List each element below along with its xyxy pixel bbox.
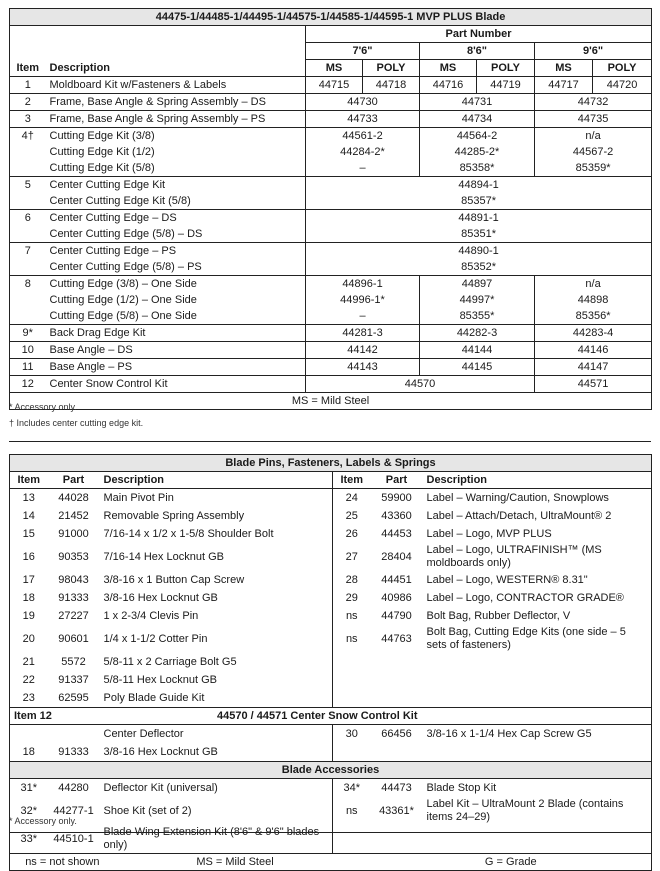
item-number: 21 (22, 656, 35, 668)
item-description: Base Angle – PS (46, 359, 306, 376)
item-number (10, 725, 48, 744)
item-description: Center Cutting Edge Kit (5/8) (49, 195, 191, 207)
item-number (10, 144, 46, 160)
part-number: 44717 (535, 77, 593, 94)
item-description: Shoe Kit (set of 2) (103, 804, 192, 817)
table-row (10, 276, 652, 293)
item-description: Back Drag Edge Kit (46, 325, 306, 342)
part-number: 44997* (420, 292, 535, 308)
item-description: Cutting Edge (3/8) – One Side (46, 276, 306, 293)
part-number: 44280 (58, 782, 89, 794)
pins-fasteners-table (9, 454, 652, 871)
table-row (10, 160, 652, 177)
item-description: Label Kit – UltraMount 2 Blade (contains items 24–29) (426, 798, 624, 823)
item-description: Center Cutting Edge (5/8) – PS (49, 261, 202, 273)
item-description: Label – Logo, WESTERN® 8.31" (426, 573, 588, 586)
part-number: 44734 (420, 111, 535, 128)
part-number: 44733 (306, 111, 420, 128)
table-row (10, 543, 652, 571)
part-number: 85359* (535, 160, 652, 177)
ms-header: MS (535, 60, 593, 77)
part-number: 44896-1 (306, 276, 420, 293)
part-number: 44473 (381, 782, 412, 794)
item-description: Center Cutting Edge Kit (46, 177, 306, 194)
item-description: Center Deflector (103, 727, 184, 740)
item-number: 20 (22, 633, 35, 645)
item-number: 16 (22, 551, 35, 563)
part-number: 44567-2 (535, 144, 652, 160)
item-column-header: Item (10, 472, 48, 489)
part-number: 43360 (381, 510, 412, 522)
part-number (48, 725, 100, 744)
part-number: 85356* (535, 308, 652, 325)
size-header-9-6: 9'6" (535, 43, 652, 60)
item-description: Label – Attach/Detach, UltraMount® 2 (426, 509, 612, 522)
item-description (423, 743, 652, 762)
part-number: 44281-3 (306, 325, 420, 342)
table-row (10, 489, 652, 508)
includes-note: † Includes center cutting edge kit. (9, 418, 144, 428)
part-number: 90601 (58, 633, 89, 645)
item-description (423, 653, 652, 671)
table-row (10, 653, 652, 671)
item-description: Blade Wing Extension Kit (8'6" & 9'6" blades only) (103, 826, 320, 851)
part-number: 85357* (306, 193, 652, 210)
part-number: 21452 (58, 510, 89, 522)
part-number: 44453 (381, 528, 412, 540)
table-row (10, 226, 652, 243)
part-number: 44731 (420, 94, 535, 111)
item-number: 9* (10, 325, 46, 342)
part-number: 66456 (381, 728, 412, 740)
item-number: ns (333, 625, 371, 653)
table-row (10, 259, 652, 276)
item-description: Bolt Bag, Cutting Edge Kits (one side – 5 sets of fasteners) (426, 626, 626, 651)
item-number: 28 (333, 571, 371, 589)
legend-not-shown: ns = not shown (10, 854, 100, 871)
item-number: 6 (10, 210, 46, 227)
part-number: 44996-1* (306, 292, 420, 308)
part-number: 44142 (306, 342, 420, 359)
item-number: 10 (10, 342, 46, 359)
table-row (10, 689, 652, 708)
item-column-header: Item (16, 61, 40, 74)
part-number (371, 689, 423, 708)
part-number: 44028 (58, 492, 89, 504)
part-number: 85352* (306, 259, 652, 276)
part-number: 44718 (363, 77, 420, 94)
item-description (423, 825, 652, 854)
part-number: 91333 (58, 592, 89, 604)
table-row (10, 193, 652, 210)
part-number: 44790 (381, 610, 412, 622)
item-number: 19 (22, 610, 35, 622)
item-number: 32* (20, 805, 38, 817)
item-number: ns (333, 797, 371, 825)
table-row (10, 625, 652, 653)
part-number: 44284-2* (306, 144, 420, 160)
item-number (10, 193, 46, 210)
item-description: Cutting Edge Kit (1/2) (49, 146, 155, 158)
item-description: 3/8-16 Hex Locknut GB (103, 591, 218, 604)
table-row (10, 94, 652, 111)
item-description: Moldboard Kit w/Fasteners & Labels (46, 77, 306, 94)
part-number: 91337 (58, 674, 89, 686)
part-number: 44897 (420, 276, 535, 293)
part-number: 44894-1 (306, 177, 652, 194)
table-row (10, 779, 652, 798)
part-number: n/a (535, 276, 652, 293)
accessory-note: * Accessory only. (9, 402, 77, 412)
item-column-header: Item (333, 472, 371, 489)
part-number: 44898 (535, 292, 652, 308)
part-number: 44144 (420, 342, 535, 359)
table-row (10, 243, 652, 260)
item-number: 22 (22, 674, 35, 686)
item-description: 7/16-14 Hex Locknut GB (103, 550, 224, 563)
table-row (10, 725, 652, 744)
legend-mild-steel: MS = Mild Steel (10, 393, 652, 410)
part-number: 91000 (58, 528, 89, 540)
item-description: Cutting Edge (5/8) – One Side (49, 310, 197, 322)
item-number: 14 (22, 510, 35, 522)
item-description: 3/8-16 x 1 Button Cap Screw (103, 573, 245, 586)
item-description: Label – Warning/Caution, Snowplows (426, 491, 609, 504)
item-number: ns (333, 607, 371, 625)
item-number: 23 (22, 692, 35, 704)
section-title: Blade Pins, Fasteners, Labels & Springs (10, 455, 652, 472)
description-column-header: Description (423, 472, 652, 489)
item-number: 2 (10, 94, 46, 111)
table-row (10, 111, 652, 128)
part-number (371, 825, 423, 854)
item-number: 34* (333, 779, 371, 798)
table-row (10, 292, 652, 308)
item-number: 1 (10, 77, 46, 94)
item-number (10, 226, 46, 243)
part-number: 44277-1 (53, 805, 94, 817)
item-description: Cutting Edge Kit (3/8) (46, 128, 306, 145)
item-description: 5/8-11 x 2 Carriage Bolt G5 (103, 655, 237, 668)
table-row (10, 607, 652, 625)
table-row (10, 325, 652, 342)
part-number: 44282-3 (420, 325, 535, 342)
item-number: 29 (333, 589, 371, 607)
part-number: 44716 (420, 77, 477, 94)
item-number: 24 (333, 489, 371, 508)
part-number: 44735 (535, 111, 652, 128)
part-number: 44564-2 (420, 128, 535, 145)
item-number (333, 689, 371, 708)
item-description: 5/8-11 Hex Locknut GB (103, 673, 218, 686)
table-row (10, 210, 652, 227)
part-number: 28404 (381, 551, 412, 563)
item-number: 7 (10, 243, 46, 260)
table-title: 44475-1/44485-1/44495-1/44575-1/44585-1/44595-1 MVP PLUS Blade (10, 9, 652, 26)
part-number: – (306, 160, 420, 177)
part-number: n/a (535, 128, 652, 145)
accessory-note: * Accessory only. (9, 816, 77, 826)
table-row (10, 525, 652, 543)
subsection-header (10, 762, 652, 779)
part-column-header: Part (371, 472, 423, 489)
part-number: 91333 (58, 746, 89, 758)
item-description: Label – Logo, MVP PLUS (426, 527, 552, 540)
item-number: 33* (20, 833, 38, 845)
part-number: 5572 (61, 656, 86, 668)
item-description: Label – Logo, CONTRACTOR GRADE® (426, 591, 624, 604)
item-number: 11 (10, 359, 46, 376)
item-number (333, 825, 371, 854)
part-number: 44145 (420, 359, 535, 376)
item-12-title: 44570 / 44571 Center Snow Control Kit (100, 708, 652, 725)
item-number: 31* (20, 782, 38, 794)
part-number: 59900 (381, 492, 412, 504)
part-number: 44715 (306, 77, 363, 94)
part-number: 27227 (58, 610, 89, 622)
item-description: Center Snow Control Kit (46, 376, 306, 393)
item-description: Poly Blade Guide Kit (103, 691, 205, 704)
item-description: Removable Spring Assembly (103, 509, 245, 522)
item-description (423, 671, 652, 689)
item-number: 17 (22, 574, 35, 586)
item-description: 3/8-16 x 1-1/4 Hex Cap Screw G5 (426, 727, 592, 740)
table-row (10, 571, 652, 589)
item-number: 26 (333, 525, 371, 543)
part-number: – (306, 308, 420, 325)
part-number: 44147 (535, 359, 652, 376)
description-column-header: Description (49, 61, 111, 74)
item-description (423, 689, 652, 708)
item-description: Frame, Base Angle & Spring Assembly – DS (46, 94, 306, 111)
item-description: 1/4 x 1-1/2 Cotter Pin (103, 632, 208, 645)
mvp-plus-parts-table (9, 8, 652, 410)
table-row (10, 376, 652, 393)
description-column-header: Description (100, 472, 333, 489)
item-number: 3 (10, 111, 46, 128)
part-number: 44720 (593, 77, 652, 94)
item-number: 8 (10, 276, 46, 293)
poly-header: POLY (477, 60, 535, 77)
part-number (371, 671, 423, 689)
table-row (10, 743, 652, 762)
divider (9, 832, 651, 833)
part-column-header: Part (48, 472, 100, 489)
part-number: 44283-4 (535, 325, 652, 342)
part-number: 98043 (58, 574, 89, 586)
part-number: 44891-1 (306, 210, 652, 227)
item-number (10, 308, 46, 325)
item-description: Center Cutting Edge (5/8) – DS (49, 228, 203, 240)
part-number (371, 743, 423, 762)
item-number: 4† (10, 128, 46, 145)
part-number: 44732 (535, 94, 652, 111)
item-description: Label – Logo, ULTRAFINISH™ (MS moldboards only) (426, 544, 602, 569)
item-number: 18 (22, 592, 35, 604)
table-row (10, 144, 652, 160)
table-row (10, 128, 652, 145)
table-row (10, 507, 652, 525)
item-description: Center Cutting Edge – DS (46, 210, 306, 227)
item-number: 25 (333, 507, 371, 525)
item-description: Base Angle – DS (46, 342, 306, 359)
part-number: 44285-2* (420, 144, 535, 160)
subsection-header (10, 708, 652, 725)
item-description: 3/8-16 Hex Locknut GB (103, 745, 218, 758)
divider (9, 441, 651, 442)
part-number: 44561-2 (306, 128, 420, 145)
item-12-label: Item 12 (10, 708, 100, 725)
item-description: Bolt Bag, Rubber Deflector, V (426, 609, 571, 622)
table-row (10, 308, 652, 325)
item-description: 7/16-14 x 1/2 x 1-5/8 Shoulder Bolt (103, 527, 274, 540)
table-row (10, 671, 652, 689)
table-footer (10, 854, 652, 871)
part-number: 90353 (58, 551, 89, 563)
part-number: 85355* (420, 308, 535, 325)
part-number: 85358* (420, 160, 535, 177)
item-number: 13 (22, 492, 35, 504)
item-description: Cutting Edge (1/2) – One Side (49, 294, 197, 306)
item-number (10, 259, 46, 276)
table-row (10, 589, 652, 607)
part-number: 43361* (379, 805, 414, 817)
legend-grade: G = Grade (371, 854, 652, 871)
part-number: 44451 (381, 574, 412, 586)
part-number: 44719 (477, 77, 535, 94)
part-number-header: Part Number (306, 26, 652, 43)
part-number: 40986 (381, 592, 412, 604)
ms-header: MS (420, 60, 477, 77)
item-description: Cutting Edge Kit (5/8) (49, 162, 155, 174)
poly-header: POLY (593, 60, 652, 77)
item-number (10, 292, 46, 308)
part-number: 44143 (306, 359, 420, 376)
item-description: 1 x 2-3/4 Clevis Pin (103, 609, 199, 622)
size-header-8-6: 8'6" (420, 43, 535, 60)
accessories-title: Blade Accessories (10, 762, 652, 779)
table-row (10, 177, 652, 194)
item-description: Frame, Base Angle & Spring Assembly – PS (46, 111, 306, 128)
item-number: 5 (10, 177, 46, 194)
item-number: 12 (10, 376, 46, 393)
size-header-7-6: 7'6" (306, 43, 420, 60)
part-number: 44571 (535, 376, 652, 393)
part-number: 44763 (381, 633, 412, 645)
table-row (10, 359, 652, 376)
table-row (10, 797, 652, 825)
poly-header: POLY (363, 60, 420, 77)
item-number (333, 671, 371, 689)
item-number (333, 653, 371, 671)
item-description: Blade Stop Kit (426, 781, 497, 794)
part-number: 62595 (58, 692, 89, 704)
part-number: 44510-1 (53, 833, 94, 845)
part-number: 85351* (306, 226, 652, 243)
table-row (10, 825, 652, 854)
item-number: 15 (22, 528, 35, 540)
item-number (10, 160, 46, 177)
item-number: 18 (22, 746, 35, 758)
item-description: Center Cutting Edge – PS (46, 243, 306, 260)
item-description: Main Pivot Pin (103, 491, 174, 504)
part-number (371, 653, 423, 671)
item-number (333, 743, 371, 762)
legend-mild-steel: MS = Mild Steel (100, 854, 371, 871)
ms-header: MS (306, 60, 363, 77)
item-description: Deflector Kit (universal) (103, 781, 218, 794)
item-number: 30 (333, 725, 371, 744)
part-number: 44890-1 (306, 243, 652, 260)
part-number: 44730 (306, 94, 420, 111)
table-footer (10, 393, 652, 410)
table-row (10, 77, 652, 94)
part-number: 44146 (535, 342, 652, 359)
item-number: 27 (333, 543, 371, 571)
table-row (10, 342, 652, 359)
part-number: 44570 (306, 376, 535, 393)
